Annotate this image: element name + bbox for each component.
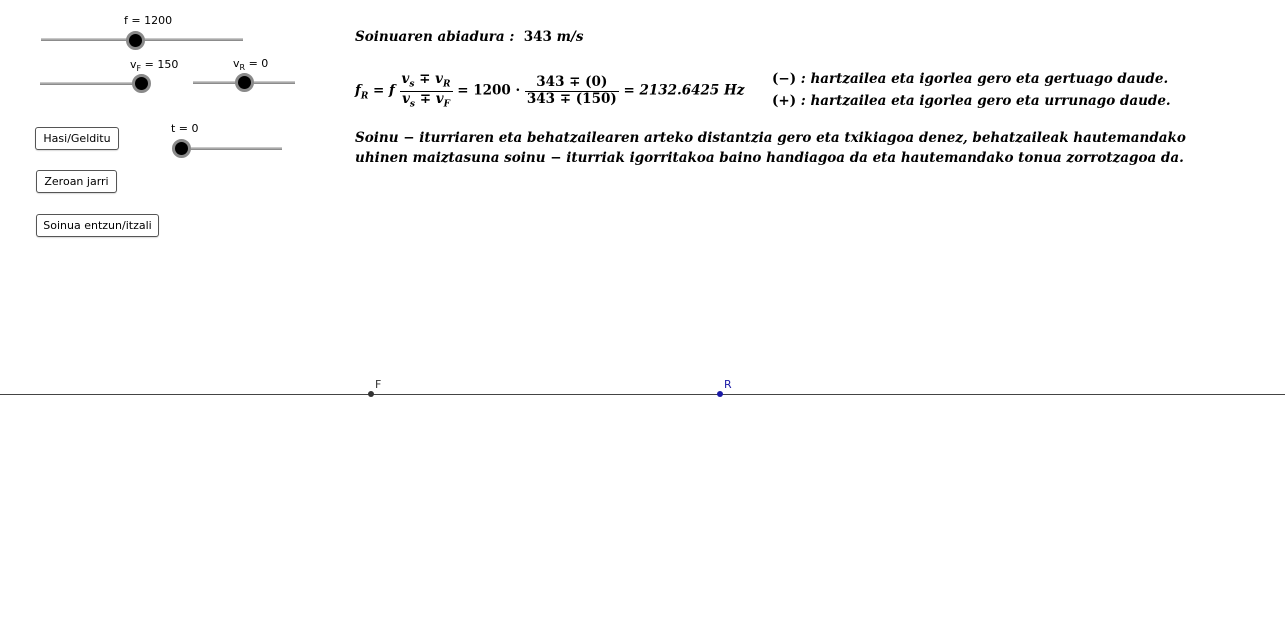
reset-button[interactable]: Zeroan jarri (36, 170, 117, 193)
sound-toggle-button[interactable]: Soinua entzun/itzali (36, 214, 159, 237)
explanation-line-2: uhinen maiztasuna soinu − iturriak igorritakoa baino handiagoa da eta hautemandako tonua zorrotzagoa da. (355, 150, 1184, 166)
doppler-formula: $f_R = f$ $\frac{v_s \mp v_R}{v_s \mp v_F}$ = 1200 · $\frac{343 \mp (0)}{343 \mp (150)}$ = 2132.6425 Hz (355, 71, 745, 110)
symbolic-fraction: $\frac{v_s \mp v_R}{v_s \mp v_F}$ (401, 71, 451, 110)
slider-vf-knob[interactable] (132, 74, 151, 93)
numeric-fraction: $\frac{343 \mp (0)}{343 \mp (150)}$ (526, 74, 617, 107)
slider-vf-label: $v_F = 150$ (130, 58, 179, 74)
point-f[interactable] (368, 391, 374, 397)
slider-t-knob[interactable] (172, 139, 191, 158)
point-f-label: F (375, 378, 382, 391)
note-minus: (−) : hartzailea eta igorlea gero eta gertuago daude. (772, 71, 1169, 87)
start-stop-button[interactable]: Hasi/Gelditu (35, 127, 119, 150)
slider-t-label: t = 0 (171, 122, 199, 135)
slider-f-label: f = 1200 (124, 14, 173, 27)
explanation-line-1: Soinu − iturriaren eta behatzailearen arteko distantzia gero eta txikiagoa denez, behatzaileak hautemandako (355, 130, 1186, 146)
formula-result: = 2132.6425 Hz (618, 82, 745, 99)
x-axis-line (0, 394, 1285, 395)
sound-speed-text: Soinuaren abiadura : 343 m/s (355, 29, 584, 45)
point-r[interactable] (717, 391, 723, 397)
note-plus: (+) : hartzailea eta igorlea gero eta urrunago daude. (772, 93, 1171, 109)
slider-vf-track[interactable] (40, 82, 142, 85)
slider-vr-knob[interactable] (235, 73, 254, 92)
slider-vr-label: $v_R = 0$ (233, 57, 269, 73)
slider-f-knob[interactable] (126, 31, 145, 50)
point-r-label: R (724, 378, 732, 391)
